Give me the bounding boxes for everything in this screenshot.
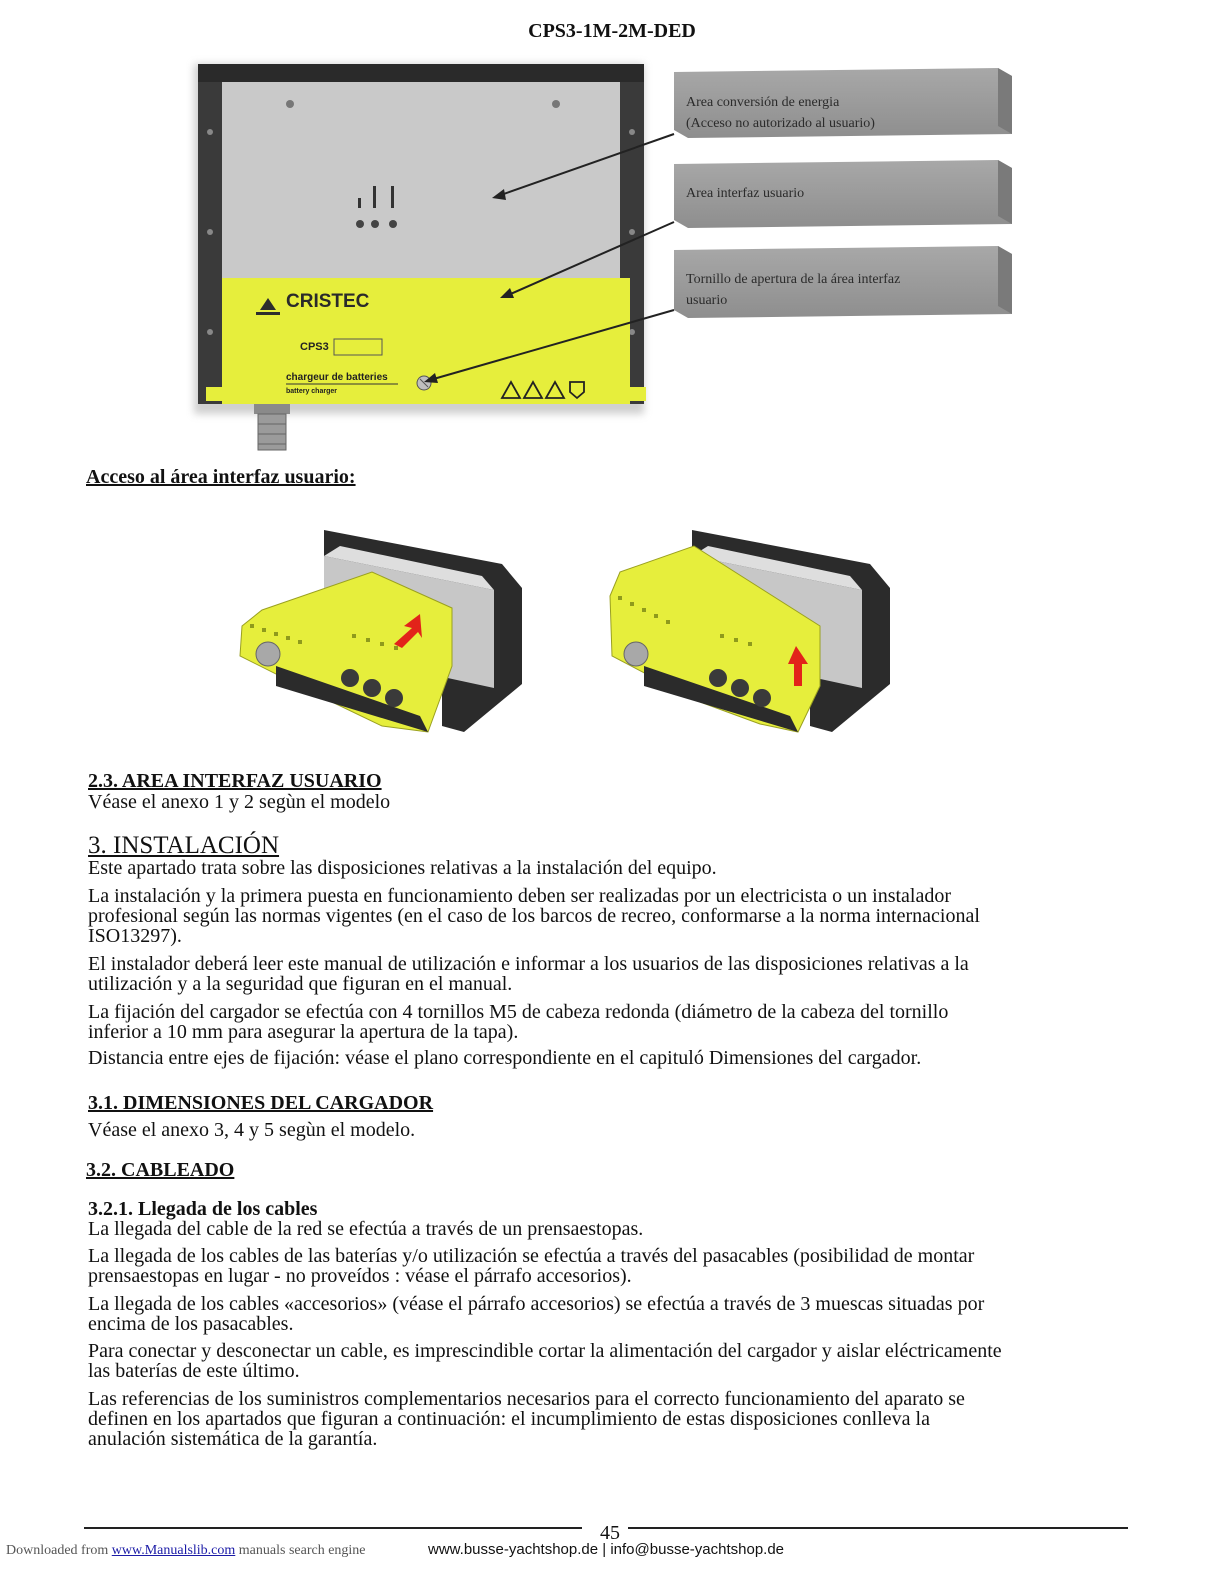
footer-rule-left	[84, 1527, 582, 1529]
sub-label-fr: chargeur de batteries	[286, 372, 388, 383]
footer-rule-right	[628, 1527, 1128, 1529]
model-label: CPS3	[300, 341, 329, 353]
section-3-2-1-paragraph: La llegada de los cables «accesorios» (véase el párrafo accesorios) se efectúa a través de 3 muescas situadas por	[88, 1293, 985, 1315]
document-title: CPS3-1M-2M-DED	[528, 20, 696, 42]
svg-text:Tornillo de apertura de la áre: Tornillo de apertura de la área interfaz	[686, 272, 901, 287]
download-prefix: Downloaded from	[6, 1543, 109, 1558]
section-3-2-1-paragraph: La llegada de los cables de las baterías y/o utilización se efectúa a través del pasacables (posibilidad de montar	[88, 1245, 975, 1267]
section-2-3-text: Véase el anexo 1 y 2 segùn el modelo	[88, 791, 391, 813]
charger-device-illustration	[198, 64, 646, 450]
section-3-2-1-paragraph: anulación sistemática de la garantía.	[88, 1428, 378, 1450]
cable-gland-illustration	[254, 404, 290, 450]
section-3-2-heading: 3.2. CABLEADO	[86, 1159, 235, 1181]
section-3-paragraph: El instalador deberá leer este manual de utilización e informar a los usuarios de las disposiciones relativas a la	[88, 953, 969, 975]
svg-text:(Acceso no autorizado al usuar: (Acceso no autorizado al usuario)	[686, 116, 875, 131]
section-3-paragraph: La fijación del cargador se efectúa con 4 tornillos M5 de cabeza redonda (diámetro de la cabeza del tornillo	[88, 1001, 949, 1023]
led-indicator	[371, 220, 379, 228]
section-3-2-1-paragraph: encima de los pasacables.	[88, 1313, 294, 1335]
shop-url[interactable]: www.busse-yachtshop.de	[428, 1541, 599, 1558]
section-3-2-1-paragraph: Para conectar y desconectar un cable, es imprescindible cortar la alimentación del cargador y aislar eléctricamente	[88, 1340, 1002, 1362]
section-3-paragraph: utilización y a la seguridad que figuran en el manual.	[88, 973, 513, 995]
page-number: 45	[596, 1522, 624, 1545]
sub-label-en: battery charger	[286, 388, 337, 395]
section-3-1-heading: 3.1. DIMENSIONES DEL CARGADOR	[88, 1092, 434, 1114]
callout-user-interface	[674, 160, 1012, 228]
svg-text:Area interfaz usuario: Area interfaz usuario	[686, 186, 805, 201]
device-open-illustration-2	[600, 516, 900, 748]
section-3-1-text: Véase el anexo 3, 4 y 5 segùn el modelo.	[88, 1119, 416, 1141]
svg-text:Area conversión de energia: Area conversión de energia	[686, 95, 840, 110]
section-3-paragraph: ISO13297).	[88, 925, 182, 947]
led-indicator	[389, 220, 397, 228]
section-3-heading: 3. INSTALACIÓN	[88, 832, 280, 859]
shop-contact	[428, 1541, 784, 1558]
section-3-2-1-paragraph: definen en los apartados que figuran a continuación: el incumplimiento de estas disposiciones conlleva la	[88, 1408, 930, 1430]
callout-opening-screw	[674, 246, 1012, 318]
section-3-paragraph: profesional según las normas vigentes (en el caso de los barcos de recreo, conformarse a la norma internacional	[88, 905, 980, 927]
section-3-2-1-paragraph: Las referencias de los suministros complementarios necesarios para el correcto funcionamiento del aparato se	[88, 1388, 965, 1410]
callout-energy-conversion	[674, 68, 1012, 138]
device-open-illustration-1	[232, 516, 532, 748]
manualslib-link[interactable]: www.Manualslib.com	[111, 1543, 236, 1558]
section-3-2-1-paragraph: La llegada del cable de la red se efectúa a través de un prensaestopas.	[88, 1218, 644, 1240]
section-3-paragraph: La instalación y la primera puesta en funcionamiento deben ser realizadas por un electricista o un instalador	[88, 885, 951, 907]
device-callout-figure	[186, 52, 1016, 462]
section-3-2-1-heading: 3.2.1. Llegada de los cables	[88, 1198, 318, 1220]
section-3-2-1-paragraph: las baterías de este último.	[88, 1360, 300, 1382]
svg-text:usuario: usuario	[686, 293, 728, 308]
access-heading: Acceso al área interfaz usuario:	[86, 466, 356, 488]
section-3-paragraph: Distancia entre ejes de fijación: véase el plano correspondiente en el capituló Dimensiones del cargador.	[88, 1047, 922, 1069]
download-notice	[6, 1543, 366, 1559]
shop-separator: |	[602, 1541, 607, 1558]
shop-email[interactable]: info@busse-yachtshop.de	[610, 1541, 785, 1558]
section-3-paragraph: Este apartado trata sobre las disposiciones relativas a la instalación del equipo.	[88, 857, 717, 879]
brand-label: CRISTEC	[286, 291, 370, 312]
download-suffix: manuals search engine	[238, 1543, 366, 1558]
section-3-2-1-paragraph: prensaestopas en lugar - no proveídos : véase el párrafo accesorios).	[88, 1265, 632, 1287]
section-2-3-heading: 2.3. AREA INTERFAZ USUARIO	[88, 770, 382, 792]
section-3-paragraph: inferior a 10 mm para asegurar la apertura de la tapa).	[88, 1021, 519, 1043]
energy-conversion-panel	[222, 82, 620, 278]
led-indicator	[356, 220, 364, 228]
